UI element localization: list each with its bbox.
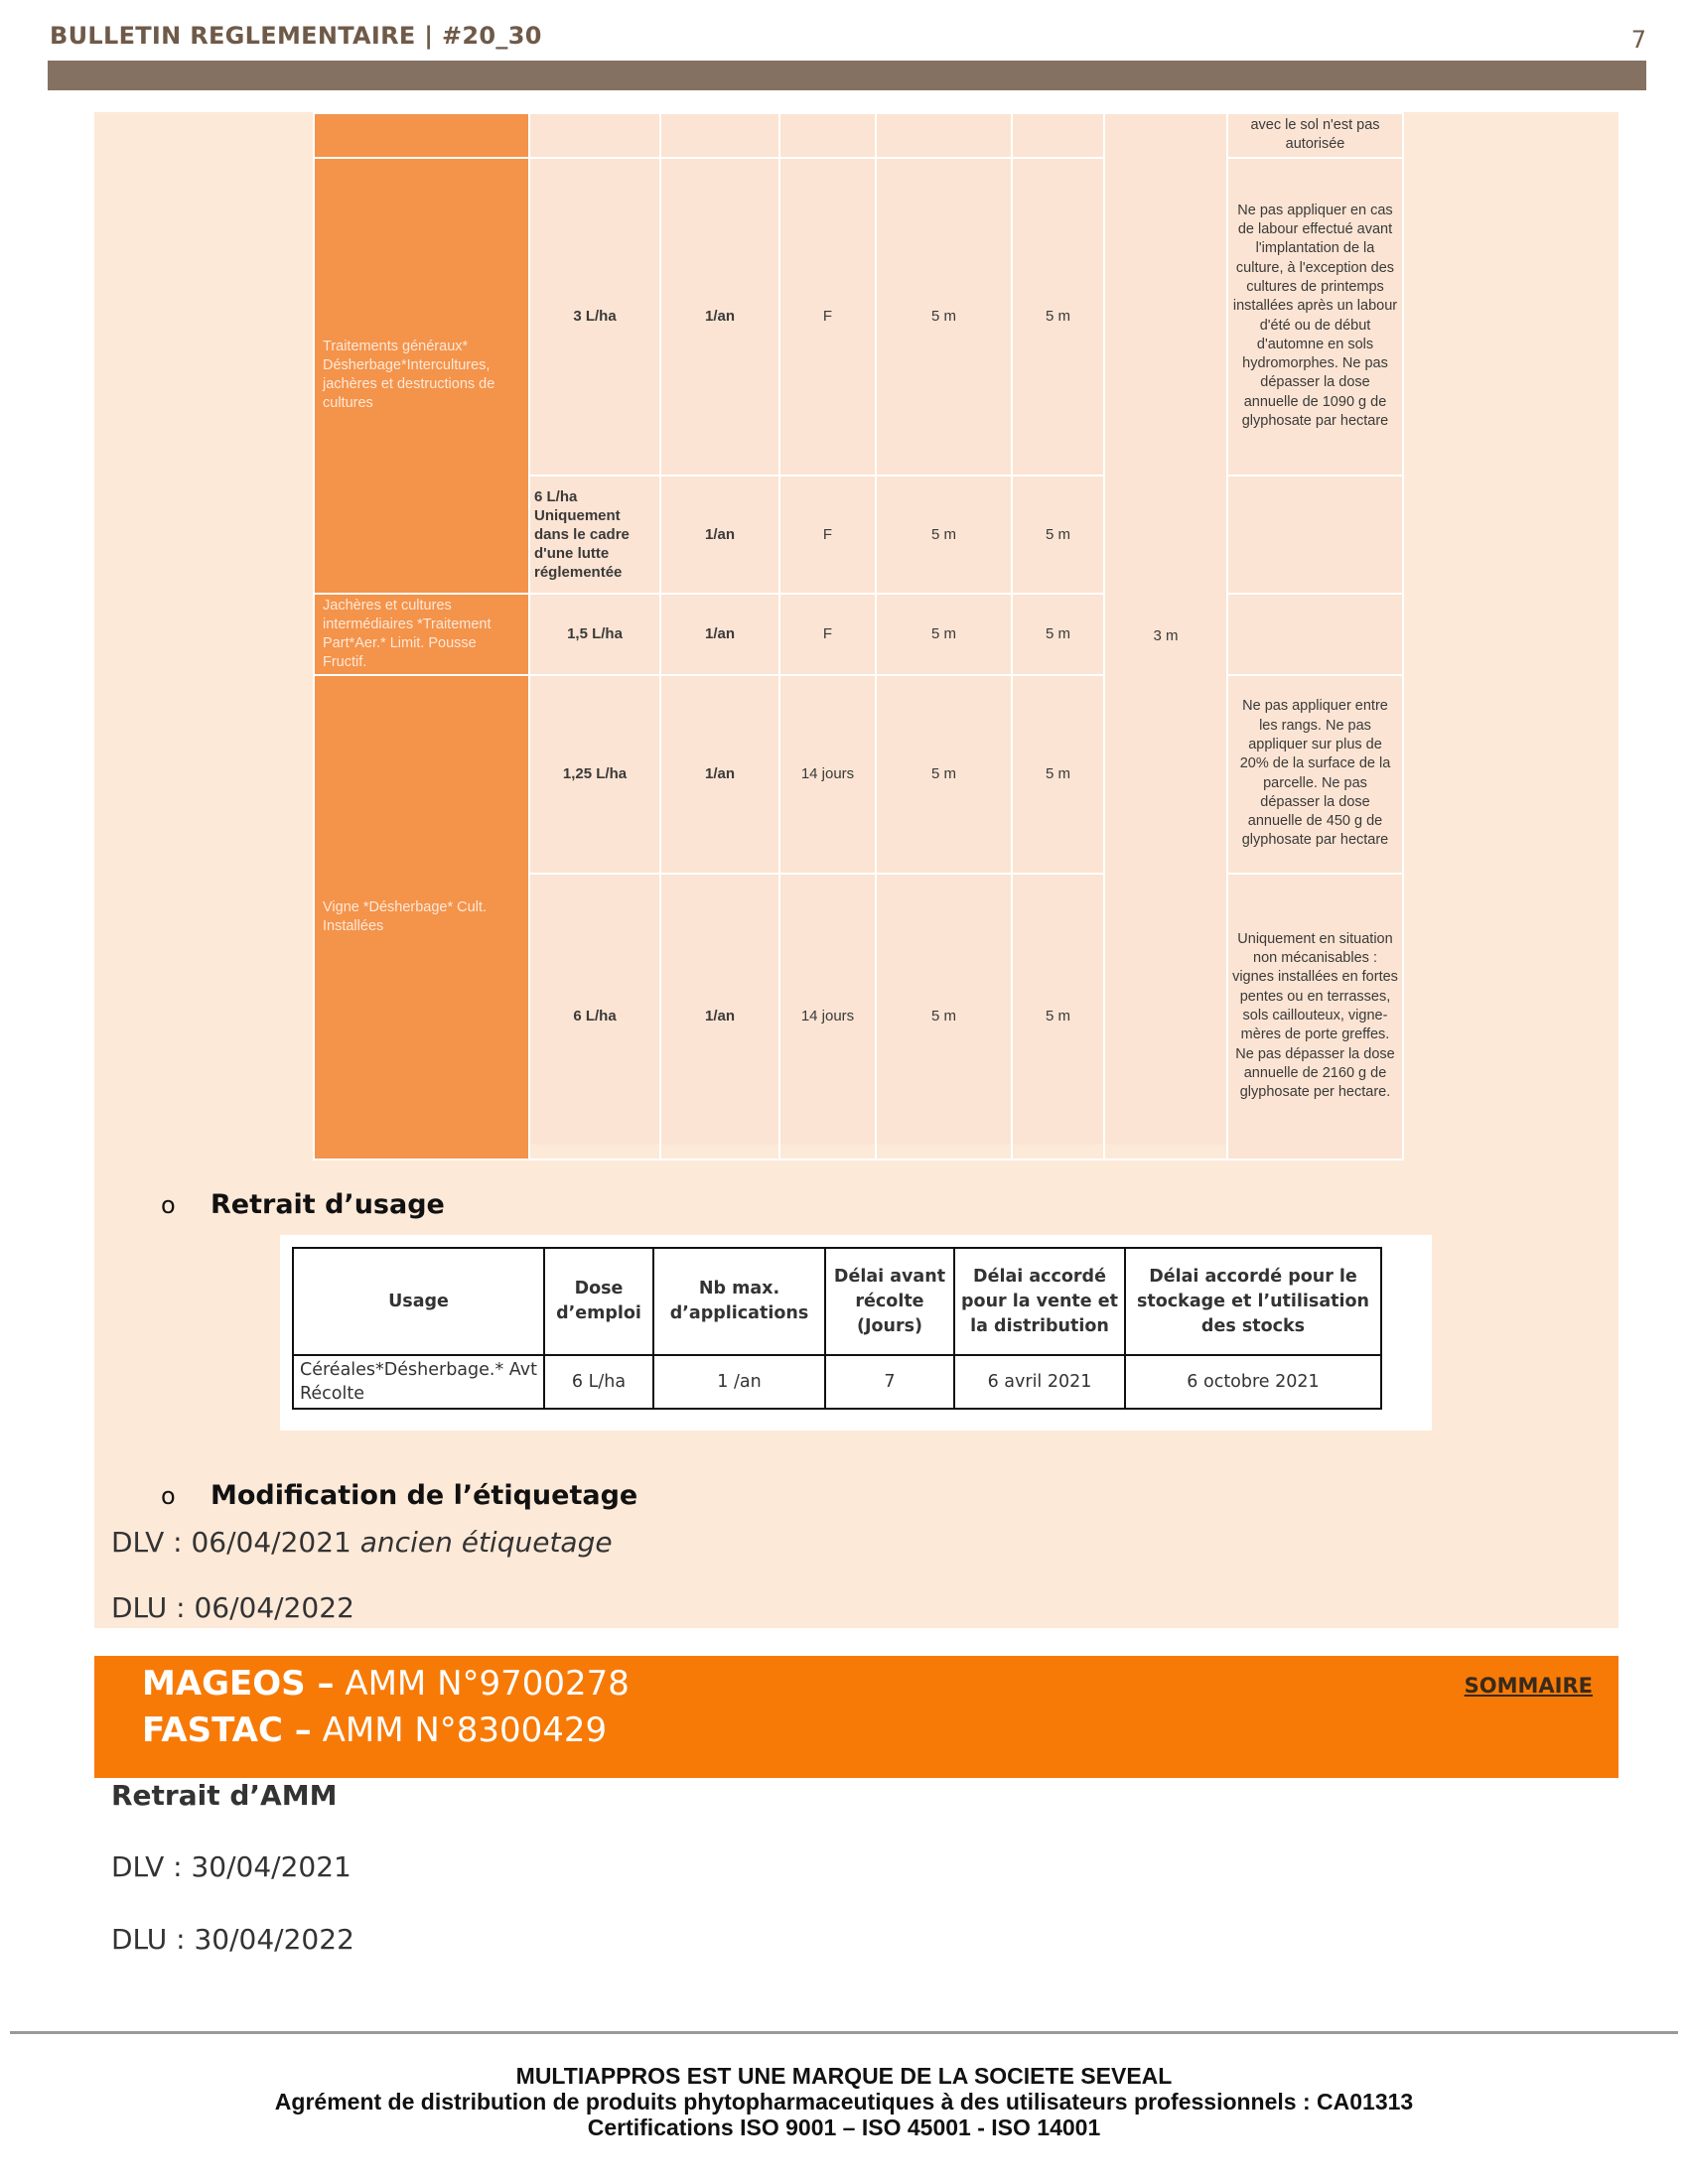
delai-cell: 14 jours (779, 675, 876, 874)
nb-cell: 1/an (660, 594, 779, 675)
znt-cell: 5 m (1012, 594, 1104, 675)
dose-cell: 6 L/ha Uniquement dans le cadre d'une lutte réglementée (529, 476, 660, 594)
condition-cell: Ne pas appliquer en cas de labour effectué avant l'implantation de la culture, à l'exception des cultures de printemps installées après un labour d'été ou de début d'automne en sols hydromorphes. Ne pas dépasser la dose annuelle de 1090 g de glyphosate par hectare (1227, 158, 1403, 476)
dose-cell: 3 L/ha (529, 158, 660, 476)
footer-line-2: Agrément de distribution de produits phytopharmaceutiques à des utilisateurs professionnels : CA01313 (274, 2089, 1414, 2115)
znt-cell: 5 m (1012, 675, 1104, 874)
znt-cell: 5 m (1012, 476, 1104, 594)
product-mageos: MAGEOS – AMM N°9700278 (142, 1664, 630, 1704)
sommaire-link[interactable]: SOMMAIRE (1464, 1674, 1593, 1698)
condition-cell: avec le sol n'est pas autorisée (1227, 113, 1403, 158)
delai-cell: F (779, 476, 876, 594)
footer-line-3: Certifications ISO 9001 – ISO 45001 - ISO 14001 (587, 2115, 1101, 2140)
dose-cell: 1,25 L/ha (529, 675, 660, 874)
retrait-amm-title: Retrait d’AMM (111, 1779, 338, 1812)
column-header: Délai accordé pour le stockage et l’utilisation des stocks (1125, 1248, 1381, 1355)
table-cell: 6 avril 2021 (954, 1355, 1125, 1409)
nb-cell: 1/an (660, 476, 779, 594)
product-fastac: FASTAC – AMM N°8300429 (142, 1710, 608, 1750)
footer-line-1: MULTIAPPROS EST UNE MARQUE DE LA SOCIETE SEVEAL (515, 2063, 1173, 2089)
product-banner (94, 1656, 1618, 1778)
usage-conditions-table (313, 112, 1402, 1145)
table-cell (314, 113, 529, 158)
delai-cell: F (779, 594, 876, 675)
znt-cell: 5 m (876, 476, 1012, 594)
dlu-line-1: DLU : 06/04/2022 (111, 1591, 354, 1624)
header-bar (48, 61, 1646, 90)
footer-divider (10, 2031, 1678, 2034)
dva-cell: 3 m (1104, 113, 1227, 1160)
table-cell: 6 L/ha (544, 1355, 653, 1409)
dlv-line-2: DLV : 30/04/2021 (111, 1850, 352, 1883)
usage-cell: Jachères et cultures intermédiaires *Traitement Part*Aer.* Limit. Pousse Fructif. (314, 594, 529, 675)
znt-cell: 5 m (876, 675, 1012, 874)
bulletin-title: BULLETIN REGLEMENTAIRE | #20_30 (50, 22, 542, 50)
bullet-circle-icon: o (161, 1191, 176, 1219)
column-header: Usage (293, 1248, 544, 1355)
retrait-usage-heading: o Retrait d’usage (161, 1189, 445, 1220)
znt-cell: 5 m (876, 594, 1012, 675)
znt-cell: 5 m (1012, 874, 1104, 1160)
bullet-circle-icon: o (161, 1482, 176, 1510)
usage-cell: Traitements généraux* Désherbage*Intercultures, jachères et destructions de cultures (314, 158, 529, 594)
table-row (293, 1355, 1381, 1409)
znt-cell: 5 m (876, 874, 1012, 1160)
condition-cell: Uniquement en situation non mécanisables : vignes installées en fortes pentes ou en terrasses, sols caillouteux, vigne-mères de porte greffes. Ne pas dépasser la dose annuelle de 2160 g de glyphosate per hectare. (1227, 874, 1403, 1160)
table-cell: Céréales*Désherbage.* Avt Récolte (293, 1355, 544, 1409)
table-cell: 6 octobre 2021 (1125, 1355, 1381, 1409)
dlu-line-2: DLU : 30/04/2022 (111, 1923, 354, 1956)
usage-cell: Vigne *Désherbage* Cult. Installées (314, 675, 529, 1160)
column-header: Dose d’emploi (544, 1248, 653, 1355)
delai-cell: 14 jours (779, 874, 876, 1160)
delai-cell: F (779, 158, 876, 476)
column-header: Nb max. d’applications (653, 1248, 825, 1355)
nb-cell: 1/an (660, 158, 779, 476)
retrait-usage-table-box (280, 1235, 1432, 1431)
page-number: 7 (1630, 26, 1646, 54)
condition-cell (1227, 476, 1403, 594)
column-header: Délai accordé pour la vente et la distribution (954, 1248, 1125, 1355)
znt-cell: 5 m (1012, 158, 1104, 476)
condition-cell: Ne pas appliquer entre les rangs. Ne pas appliquer sur plus de 20% de la surface de la parcelle. Ne pas dépasser la dose annuelle de 450 g de glyphosate par hectare (1227, 675, 1403, 874)
modification-etiquetage-heading: o Modification de l’étiquetage (161, 1480, 638, 1511)
dose-cell: 1,5 L/ha (529, 594, 660, 675)
znt-cell: 5 m (876, 158, 1012, 476)
dlv-line-1: DLV : 06/04/2021 ancien étiquetage (111, 1526, 613, 1559)
column-header: Délai avant récolte (Jours) (825, 1248, 954, 1355)
nb-cell: 1/an (660, 874, 779, 1160)
nb-cell: 1/an (660, 675, 779, 874)
table-cell: 1 /an (653, 1355, 825, 1409)
retrait-usage-table (292, 1247, 1382, 1410)
condition-cell (1227, 594, 1403, 675)
table-cell: 7 (825, 1355, 954, 1409)
dose-cell: 6 L/ha (529, 874, 660, 1160)
